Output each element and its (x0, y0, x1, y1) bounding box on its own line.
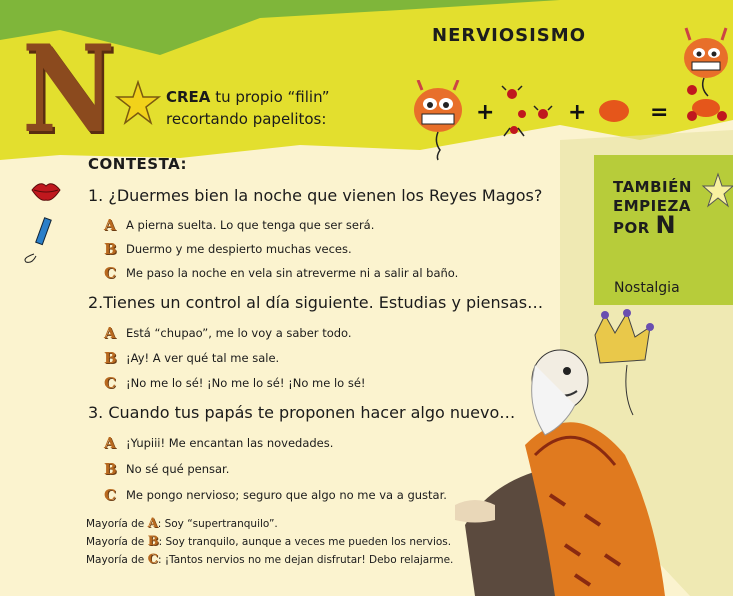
result-text: : Soy “supertranquilo”. (157, 518, 278, 530)
plus-sign-1: + (476, 100, 495, 125)
option-letter: C (104, 486, 116, 504)
question-2-option-a (104, 324, 352, 342)
question-3-option-a (104, 434, 333, 452)
result-text: : ¡Tantos nervios no me dejan disfrutar! Debo relajarme. (157, 554, 454, 566)
lips-icon (30, 178, 62, 204)
option-text: Me paso la noche en vela sin atreverme ni a salir al baño. (126, 266, 459, 280)
sidebar-letter: N (655, 211, 677, 239)
instruction-bold: CREA (166, 88, 211, 106)
instruction-line2: recortando papelitos: (166, 110, 327, 128)
instruction-text (166, 86, 330, 130)
sidebar-line3: POR (613, 219, 650, 237)
option-text: ¡No me lo sé! ¡No me lo sé! ¡No me lo sé! (126, 376, 366, 390)
option-text: Está “chupao”, me lo voy a saber todo. (126, 326, 352, 340)
question-1-option-a (104, 216, 374, 234)
result-letter: B (147, 534, 159, 549)
sidebar-heading (613, 178, 692, 238)
question-2-option-c (104, 374, 366, 392)
result-text: : Soy tranquilo, aunque a veces me pueden los nervios. (158, 536, 452, 548)
option-letter: B (104, 349, 117, 367)
option-letter: A (104, 216, 116, 234)
plus-sign-2: + (568, 100, 587, 125)
result-prefix: Mayoría de (86, 518, 148, 530)
question-3: 3. Cuando tus papás te proponen hacer algo nuevo… (88, 403, 516, 422)
result-c (86, 552, 453, 567)
option-text: ¡Ay! A ver qué tal me sale. (126, 351, 280, 365)
result-prefix: Mayoría de (86, 536, 148, 548)
result-a (86, 516, 278, 531)
sidebar-line2: EMPIEZA (613, 197, 691, 215)
orange-ball-icon (597, 98, 631, 124)
question-2-option-b (104, 349, 279, 367)
sidebar-line1: TAMBIÉN (613, 178, 692, 196)
assembled-monster-icon (678, 18, 733, 138)
pencil-icon (18, 214, 54, 264)
option-text: Me pongo nervioso; seguro que algo no me va a gustar. (126, 488, 447, 502)
option-text: A pierna suelta. Lo que tenga que ser será. (126, 218, 375, 232)
option-letter: B (104, 460, 117, 478)
sidebar-word: Nostalgia (614, 280, 680, 296)
king-illustration (455, 305, 733, 596)
question-1-option-c (104, 264, 458, 282)
quiz-heading: CONTESTA: (88, 155, 188, 173)
question-1: 1. ¿Duermes bien la noche que vienen los Reyes Magos? (88, 186, 543, 205)
question-1-option-b (104, 240, 352, 258)
small-star-icon (700, 170, 733, 210)
option-letter: B (104, 240, 117, 258)
red-pieces-icon (498, 84, 560, 140)
big-letter-n: N (22, 19, 116, 160)
question-3-option-c (104, 486, 447, 504)
option-letter: C (104, 374, 116, 392)
option-letter: C (104, 264, 116, 282)
result-prefix: Mayoría de (86, 554, 148, 566)
question-3-option-b (104, 460, 229, 478)
option-text: Duermo y me despierto muchas veces. (126, 242, 352, 256)
option-text: ¡Yupiii! Me encantan las novedades. (126, 436, 334, 450)
result-b (86, 534, 451, 549)
page-title: NERVIOSISMO (432, 25, 586, 46)
result-letter: A (147, 516, 158, 531)
question-2: 2.Tienes un control al día siguiente. Estudias y piensas… (88, 293, 544, 312)
result-letter: C (147, 552, 158, 567)
equals-sign: = (650, 100, 669, 125)
option-letter: A (104, 324, 116, 342)
monster-face-icon (408, 80, 468, 162)
option-text: No sé qué pensar. (126, 462, 230, 476)
star-icon (115, 80, 161, 126)
instruction-line1: tu propio “filin” (210, 88, 330, 106)
option-letter: A (104, 434, 116, 452)
